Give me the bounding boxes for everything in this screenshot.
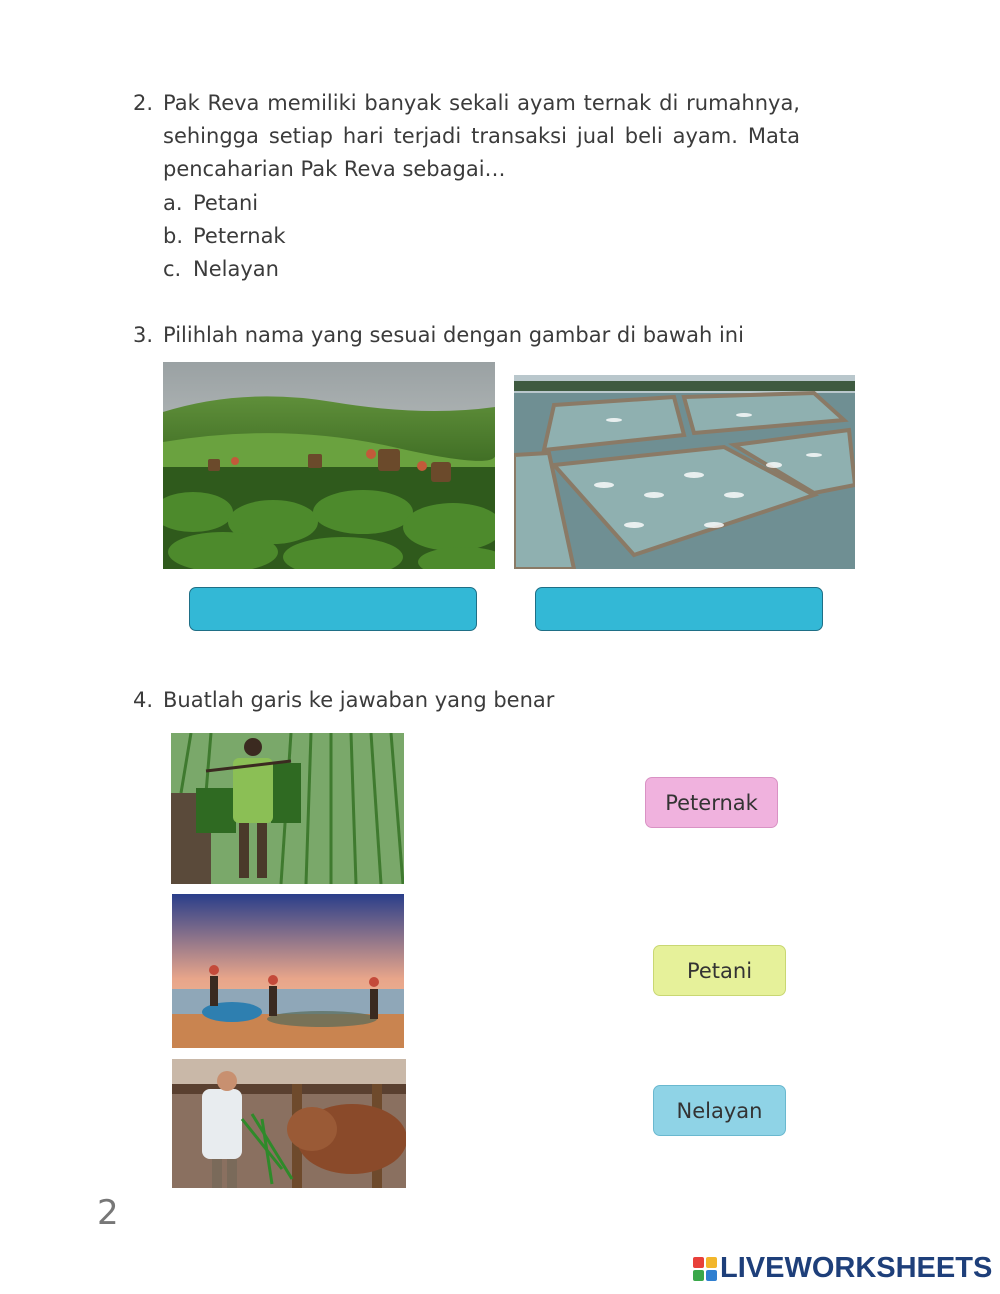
- option-a: [163, 187, 258, 220]
- brand-text: LIVEWORKSHEETS: [720, 1252, 993, 1284]
- cattle-farmer-photo: [172, 1059, 406, 1188]
- question-4: [133, 684, 800, 717]
- choice-peternak[interactable]: Peternak: [645, 777, 778, 828]
- option-a-text: Petani: [193, 191, 259, 215]
- question-3-text: Pilihlah nama yang sesuai dengan gambar di bawah ini: [163, 323, 744, 347]
- page-number: 2: [97, 1193, 119, 1233]
- option-b-letter: b.: [163, 224, 184, 248]
- option-c: [163, 253, 279, 286]
- fishermen-photo: [172, 894, 404, 1048]
- question-2-text: Pak Reva memiliki banyak sekali ayam ternak di rumahnya, sehingga setiap hari terjadi transaksi jual beli ayam. Mata pencaharian Pak Reva sebagai…: [163, 91, 800, 181]
- question-4-number: 4.: [133, 688, 154, 712]
- option-b-text: Peternak: [193, 224, 286, 248]
- option-b: [163, 220, 286, 253]
- tea-plantation-photo: [163, 362, 495, 569]
- liveworksheets-brand[interactable]: [693, 1252, 992, 1285]
- option-a-letter: a.: [163, 191, 183, 215]
- answer-box-2[interactable]: [535, 587, 823, 631]
- liveworksheets-logo-icon: [693, 1257, 717, 1281]
- question-2: [133, 87, 800, 186]
- option-c-text: Nelayan: [193, 257, 279, 281]
- question-3-number: 3.: [133, 323, 154, 347]
- option-c-letter: c.: [163, 257, 182, 281]
- choice-nelayan[interactable]: Nelayan: [653, 1085, 786, 1136]
- question-2-number: 2.: [133, 91, 154, 115]
- answer-box-1[interactable]: [189, 587, 477, 631]
- rice-farmer-photo: [171, 733, 404, 884]
- choice-petani[interactable]: Petani: [653, 945, 786, 996]
- question-3: [133, 319, 800, 352]
- question-4-text: Buatlah garis ke jawaban yang benar: [163, 688, 555, 712]
- shrimp-farm-photo: [514, 375, 855, 569]
